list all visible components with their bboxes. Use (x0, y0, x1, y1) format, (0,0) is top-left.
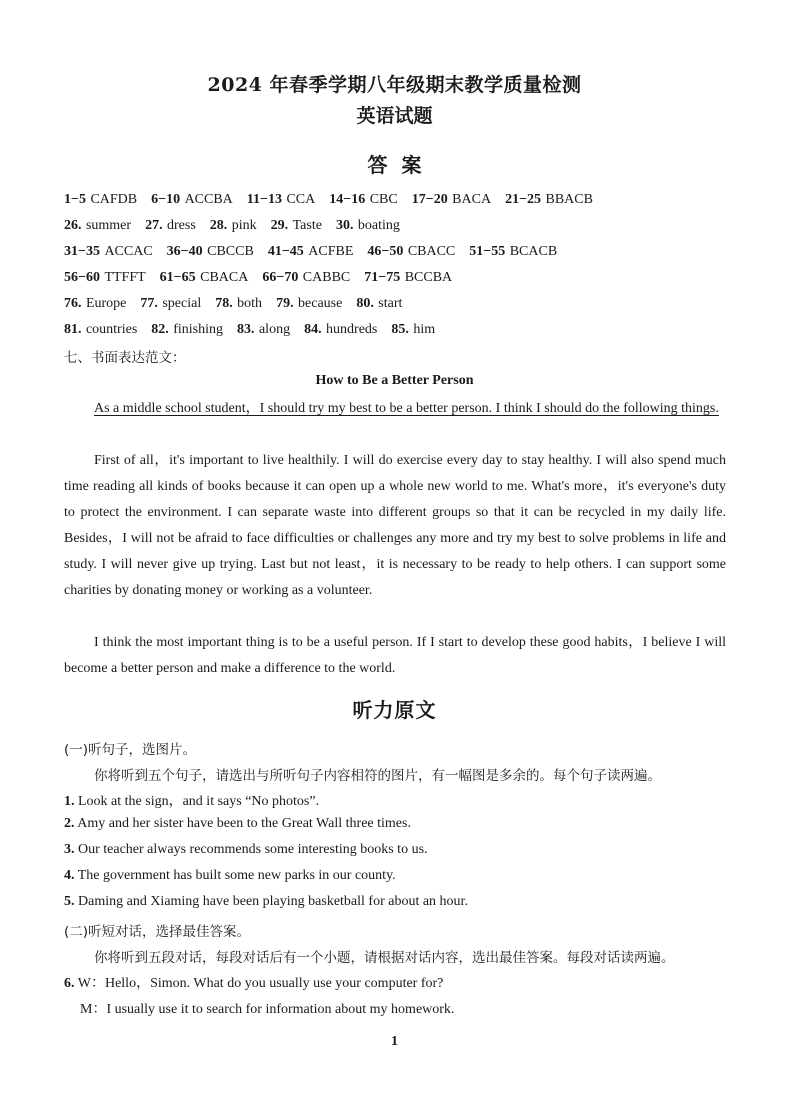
answer-value: start (378, 296, 403, 311)
essay-paragraph-1: As a middle school student，I should try my best to be a better person. I think I should do the following things. (94, 401, 719, 416)
question-number: 1−5 (64, 192, 86, 207)
page-number: 1 (391, 1034, 398, 1049)
writing-section-label: 七、书面表达范文： (64, 350, 186, 366)
answer-value: ACCAC (104, 244, 153, 259)
answer-item (215, 295, 262, 311)
question-number: 81. (64, 322, 82, 337)
answer-value: CBACC (407, 244, 456, 259)
answer-heading: 答案 (367, 153, 436, 177)
answer-item (145, 217, 196, 233)
answer-item (367, 243, 455, 259)
question-number: 17−20 (411, 192, 448, 207)
listening-heading: 听力原文 (352, 698, 437, 722)
answer-value: special (162, 296, 202, 311)
answer-value: BCACB (509, 244, 558, 259)
answer-item (64, 321, 137, 337)
dialogue-6-line-1: 6. W：Hello，Simon. What do you usually use your computer for? (64, 976, 444, 991)
answer-value: CBACA (200, 270, 249, 285)
question-number: 83. (237, 322, 255, 337)
answer-value: ACFBE (308, 244, 354, 259)
question-number: 29. (270, 218, 289, 233)
answer-value: BBACB (545, 192, 593, 207)
question-number: 61−65 (159, 270, 196, 285)
answer-value: dress (167, 218, 196, 233)
answer-row (64, 269, 466, 286)
answer-value: CBC (369, 192, 398, 207)
answer-value: BCCBA (404, 270, 453, 285)
answer-value: both (237, 296, 263, 311)
answer-value: CCA (286, 192, 316, 207)
answer-item (364, 269, 452, 285)
question-number: 21−25 (505, 192, 542, 207)
answer-value: BACA (452, 192, 492, 207)
answer-item (210, 217, 257, 233)
question-number: 6−10 (151, 192, 181, 207)
essay-paragraph-2: First of all，it's important to live healthily. I will do exercise every day to stay healthy. I will also spend much time reading all kinds of books because it can open up a whole new world to me. What's more，it's everyone's duty to protect the environment. I can separate waste into different groups so that it can be recycled in my daily life. Besides，I will not be afraid to face difficulties or challenges any more and try my best to solve problems in life and study. I will never give up trying. Last but not least，it is necessary to be ready to help others. I can support some charities by donating money or working as a volunteer. (64, 453, 726, 598)
listening-part2-label: (二)听短对话，选择最佳答案。 (64, 924, 251, 940)
exam-subject: 英语试题 (356, 105, 433, 127)
answer-value: hundreds (326, 322, 378, 337)
answer-item (262, 269, 350, 285)
question-number: 76. (64, 296, 82, 311)
question-number: 31−35 (64, 244, 100, 259)
question-number: 27. (145, 218, 163, 233)
answer-item (271, 217, 322, 233)
answer-value: CABBC (302, 270, 351, 285)
answer-value: CAFDB (90, 192, 138, 207)
listening-sentence-3: 3. Our teacher always recommends some interesting books to us. (64, 842, 428, 857)
question-number: 46−50 (367, 244, 404, 259)
question-number: 84. (304, 322, 322, 337)
listening-part1-instruction: 你将听到五个句子，请选出与所听句子内容相符的图片，有一幅图是多余的。每个句子读两遍。 (94, 768, 661, 784)
answer-item (329, 191, 397, 207)
answer-value: countries (85, 322, 138, 337)
listening-sentence-2: 2. Amy and her sister have been to the Great Wall three times. (64, 816, 411, 831)
answer-item (151, 321, 223, 337)
answer-value: ACCBA (184, 192, 233, 207)
answer-item (304, 321, 377, 337)
answer-row (64, 295, 416, 312)
dialogue-6-line-2: M：I usually use it to search for information about my homework. (80, 1002, 455, 1017)
question-number: 14−16 (329, 192, 366, 207)
exam-title: 2024 年春季学期八年级期末教学质量检测 (207, 74, 582, 96)
answer-item (64, 191, 137, 207)
listening-sentence-4: 4. The government has built some new parks in our county. (64, 868, 396, 883)
answer-item (140, 295, 201, 311)
listening-part1-label: (一)听句子，选图片。 (64, 742, 197, 758)
question-number: 71−75 (364, 270, 401, 285)
answer-value: along (258, 322, 291, 337)
question-number: 28. (209, 218, 228, 233)
answer-item (391, 321, 435, 337)
question-number: 56−60 (64, 270, 100, 285)
answer-value: him (413, 322, 436, 337)
question-number: 82. (151, 322, 169, 337)
answer-item (167, 243, 254, 259)
question-number: 78. (215, 296, 233, 311)
answer-item (64, 269, 146, 285)
question-number: 41−45 (267, 244, 304, 259)
answer-value: Europe (85, 296, 127, 311)
answer-item (151, 191, 233, 207)
question-number: 85. (391, 322, 409, 337)
answer-item (505, 191, 593, 207)
listening-sentence-5: 5. Daming and Xiaming have been playing basketball for about an hour. (64, 894, 468, 909)
answer-row (64, 321, 449, 338)
answer-row (64, 217, 414, 234)
answer-value: pink (231, 218, 257, 233)
essay-paragraph-3: I think the most important thing is to be a useful person. If I start to develop these good habits，I believe I will become a better person and make a difference to the world. (64, 635, 726, 676)
answer-item (268, 243, 354, 259)
answer-value: Taste (292, 218, 322, 233)
answer-value: finishing (173, 322, 224, 337)
answer-row (64, 191, 607, 208)
answer-item (247, 191, 315, 207)
answer-item (160, 269, 249, 285)
answer-value: TTFFT (104, 270, 146, 285)
answer-item (412, 191, 491, 207)
answer-item (64, 217, 131, 233)
question-number: 80. (356, 296, 374, 311)
answer-item (356, 295, 402, 311)
question-number: 51−55 (469, 244, 506, 259)
answer-item (64, 295, 126, 311)
answer-item (64, 243, 153, 259)
question-number: 36−40 (166, 244, 203, 259)
answer-row (64, 243, 571, 260)
listening-sentence-1: 1. Look at the sign，and it says “No photos”. (64, 794, 320, 809)
essay-title: How to Be a Better Person (315, 373, 474, 388)
answer-item (237, 321, 290, 337)
question-number: 11−13 (246, 192, 283, 207)
question-number: 66−70 (262, 270, 299, 285)
listening-part2-instruction: 你将听到五段对话，每段对话后有一个小题，请根据对话内容，选出最佳答案。每段对话读两遍。 (94, 950, 675, 966)
question-number: 79. (276, 296, 294, 311)
answer-value: summer (85, 218, 132, 233)
answer-item (276, 295, 342, 311)
question-number: 26. (64, 218, 82, 233)
question-number: 30. (335, 218, 354, 233)
question-number: 77. (140, 296, 158, 311)
answer-item (469, 243, 557, 259)
answer-value: CBCCB (207, 244, 254, 259)
answer-value: because (298, 296, 343, 311)
answer-value: boating (357, 218, 400, 233)
answer-item (336, 217, 400, 233)
